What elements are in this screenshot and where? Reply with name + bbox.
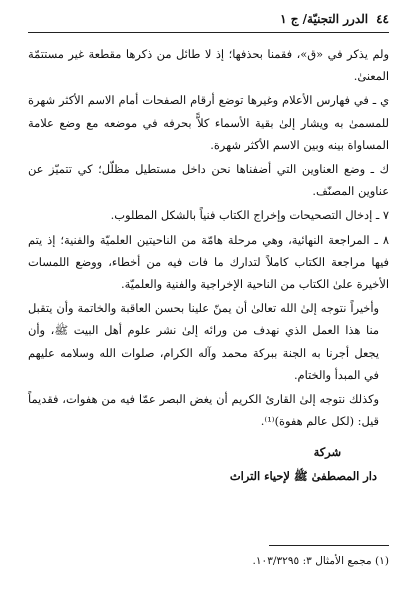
- signature-line-1: شركة: [313, 445, 341, 460]
- header-rule: [28, 32, 389, 33]
- paragraph: ٧ ـ إدخال التصحيحات وإخراج الكتاب فنياً بالشكل المطلوب.: [110, 208, 389, 223]
- paragraph: ي ـ في فهارس الأعلام وغيرها توضع أرقام الصفحات أمام الاسم الأكثر شهرة للمسمىٰ به ويشار إلىٰ بقية الأسماء كلاًّ بحرفه في موضعه مع وضع علامة المساواة بينه وبين الاسم الأكثر شهرة.: [28, 93, 389, 152]
- signature: [28, 440, 389, 488]
- running-title: الدرر التجنيّة/ ج ١: [280, 12, 369, 26]
- paragraph: وكذلك نتوجه إلىٰ القارئ الكريم أن يغض البصر عمّا فيه من هفوات، فقديماً قيل: (لكل عالم هفوة)⁽¹⁾.: [28, 392, 379, 429]
- signature-line-2: دار المصطفىٰ ﷺ لإحياء التراث: [229, 469, 377, 484]
- paragraph: ك ـ وضع العناوين التي أضفناها نحن داخل مستطيل مظلّل؛ كي تتميّز عن عناوين المصنّف.: [28, 162, 389, 199]
- paragraph: ٨ ـ المراجعة النهائية، وهي مرحلة هامّة من الناحيتين العلميّة والفنية؛ إذ يتم فيها مراجعة الكتاب كاملاً لتدارك ما فات فيه من أخطاء، ووضع اللمسات الأخيرة علىٰ الكتاب من الناحية الإخراجية والفنية والعلميّة.: [28, 232, 389, 292]
- paragraph: وأخيراً نتوجه إلىٰ الله تعالىٰ أن يمنّ علينا بحسن العاقبة والخاتمة وأن يتقبل منا هذا العمل الذي نهدف من ورائه إلىٰ نشر علوم أهل البيت ﷺ، وأن يجعل أجرنا به الجنة ببركة محمد وآله الكرام، صلوات الله وسلامه عليهم في المبدأ والختام.: [28, 301, 379, 382]
- paragraph: ولم يذكر في «ق»، فقمنا بحذفها؛ إذ لا طائل من ذكرها مقطعة غير مستتمّة المعنىٰ.: [28, 47, 389, 84]
- body-text: [28, 43, 389, 432]
- footnote: (١) مجمع الأمثال ٣: ١٠٣/٣٢٩٥.: [252, 555, 389, 567]
- footnote-rule: [269, 545, 389, 546]
- page-header: [28, 12, 389, 30]
- page-number: ٤٤: [376, 12, 389, 26]
